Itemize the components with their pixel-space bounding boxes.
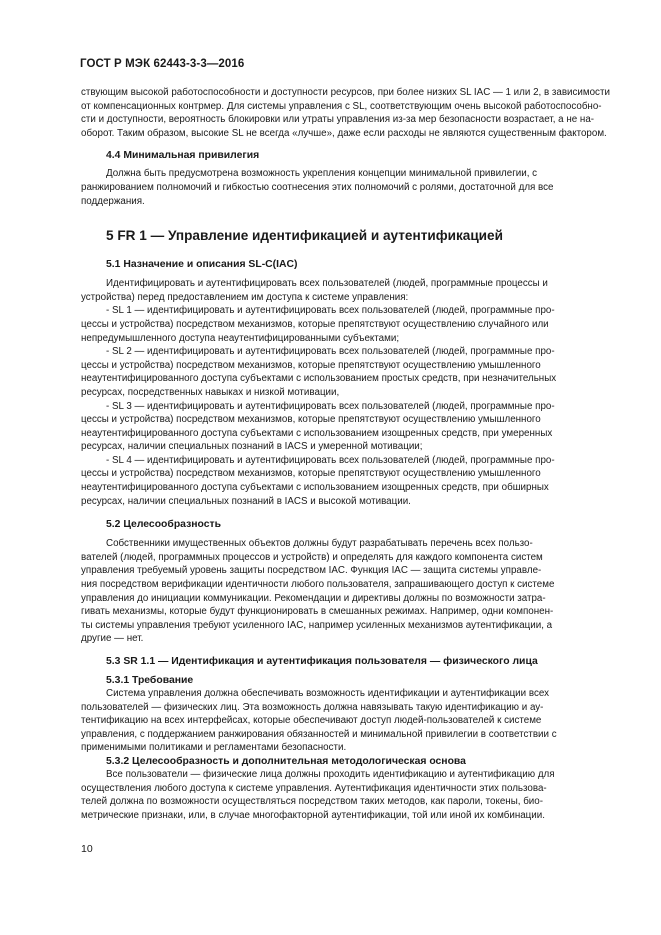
- sl-line: ресурсах, посредственных навыках и низкой мотивации,: [81, 386, 340, 398]
- intro-line: ствующим высокой работоспособности и доступности ресурсов, при более низких SL IAC — 1 или 2, в зависимости: [81, 87, 610, 98]
- section-5-2-heading: 5.2 Целесообразность: [106, 519, 221, 531]
- paragraph-line: пользователей — физических лиц. Эта возможность должна навязывать такую идентификацию и ау-: [81, 701, 544, 713]
- sl-line: цессы и устройства) посредством механизмов, которые препятствуют осуществлению умышленного: [81, 359, 541, 371]
- sl-line: цессы и устройства) посредством механизмов, которые препятствуют осуществлению случайного или: [81, 318, 549, 330]
- sl-line: - SL 3 — идентифицировать и аутентифицировать всех пользователей (людей, программные про-: [106, 400, 555, 412]
- intro-line: сти и доступности, вероятность блокировки или утраты управления из-за мер безопасности возрастает, а не на-: [81, 114, 595, 126]
- paragraph-line: поддержания.: [81, 195, 145, 207]
- section-4-4-heading: 4.4 Минимальная привилегия: [106, 150, 260, 162]
- sl-line: цессы и устройства) посредством механизмов, которые препятствуют осуществлению умышленного: [81, 468, 541, 480]
- paragraph-line: другие — нет.: [81, 633, 144, 645]
- paragraph-line: применимыми политиками и регламентами безопасности.: [81, 742, 347, 754]
- sl-line: - SL 1 — идентифицировать и аутентифицировать всех пользователей (людей, программные про-: [106, 305, 555, 317]
- paragraph-line: ранжированием полномочий и гибкостью соотнесения этих полномочий с ролями, достаточной для все: [81, 181, 554, 193]
- sl-line: непредумышленного доступа неаутентифицированными субъектами;: [81, 332, 400, 344]
- paragraph-line: управления до инициации коммуникации. Рекомендации и директивы должны по возможности затра-: [81, 592, 546, 604]
- paragraph-line: ния посредством верификации идентичности любого пользователя, запрашивающего доступ к системе: [81, 579, 555, 591]
- paragraph-line: осуществления любого доступа к системе управления. Аутентификация идентичности этих пользова-: [81, 782, 547, 794]
- section-5-heading: 5 FR 1 — Управление идентификацией и аутентификацией: [106, 228, 503, 244]
- paragraph-line: ты системы управления требуют усиленного IAC, например усиленных механизмов аутентификации, а: [81, 619, 553, 631]
- paragraph-line: Все пользователи — физические лица должны проходить идентификацию и аутентификацию для: [106, 768, 555, 780]
- sl-line: ресурсах, наличии специальных познаний в IACS и умеренной мотивации;: [81, 441, 423, 453]
- section-5-3-2-heading: 5.3.2 Целесообразность и дополнительная методологическая основа: [106, 755, 466, 767]
- sl-line: ресурсах, наличии специальных познаний в IACS и высокой мотивации.: [81, 495, 411, 507]
- paragraph-line: гивать механизмы, которые будут функционировать в смешанных режимах. Например, одни компонен-: [81, 606, 554, 618]
- paragraph-line: Должна быть предусмотрена возможность укрепления концепции минимальной привилегии, с: [106, 168, 538, 180]
- section-5-3-1-heading: 5.3.1 Требование: [106, 675, 194, 686]
- page-content: [81, 86, 615, 822]
- paragraph-line: телей должна по возможности осуществляться посредством таких методов, как пароли, токены, био-: [81, 796, 543, 808]
- sl-line: неаутентифицированного доступа субъектами с использованием простых средств, при незначительных: [81, 373, 557, 385]
- paragraph-line: управления, с поддержанием ранжирования обязанностей и минимальной привилегии в соответствии с: [81, 728, 557, 740]
- document-header: ГОСТ Р МЭК 62443-3-3—2016: [80, 58, 245, 70]
- paragraph-line: вателей (людей, программных процессов и устройств) и определять для каждого компонента систем: [81, 551, 543, 563]
- paragraph-line: тентификацию на всех интерфейсах, которые обеспечивают доступ людей-пользователей к системе: [81, 715, 542, 727]
- section-5-1-heading: 5.1 Назначение и описания SL-C(IAC): [106, 259, 298, 271]
- intro-line: оборот. Таким образом, высокие SL не всегда «лучше», даже если расходы не являются существенным фактором.: [81, 127, 607, 139]
- sl-line: неаутентифицированного доступа субъектами с использованием изощренных средств, при обширных: [81, 482, 549, 494]
- paragraph-line: метрические признаки, или, в случае многофакторной аутентификации, той или иной их комбинации.: [81, 809, 545, 821]
- sl-line: - SL 4 — идентифицировать и аутентифицировать всех пользователей (людей, программные про-: [106, 454, 555, 466]
- page-number: 10: [81, 843, 93, 855]
- sl-line: - SL 2 — идентифицировать и аутентифицировать всех пользователей (людей, программные про-: [106, 346, 555, 358]
- paragraph-line: Идентифицировать и аутентифицировать всех пользователей (людей, программные процессы и: [106, 278, 548, 290]
- intro-line: от компенсационных контрмер. Для системы управления с SL, соответствующим очень высокой работоспособно-: [81, 100, 602, 112]
- paragraph-line: устройства) перед предоставлением им доступа к системе управления:: [81, 291, 409, 303]
- sl-line: неаутентифицированного доступа субъектами с использованием изощренных средств, при умеренных: [81, 427, 553, 439]
- section-5-3-heading: 5.3 SR 1.1 — Идентификация и аутентификация пользователя — физического лица: [106, 656, 538, 667]
- paragraph-line: Собственники имущественных объектов должны будут разрабатывать перечень всех пользо-: [106, 538, 533, 550]
- sl-line: цессы и устройства) посредством механизмов, которые препятствуют осуществлению умышленного: [81, 414, 541, 426]
- paragraph-line: Система управления должна обеспечивать возможность идентификации и аутентификации всех: [106, 688, 549, 699]
- paragraph-line: управления требуемый уровень защиты посредством IAC. Функция IAC — защита системы управле-: [81, 565, 542, 577]
